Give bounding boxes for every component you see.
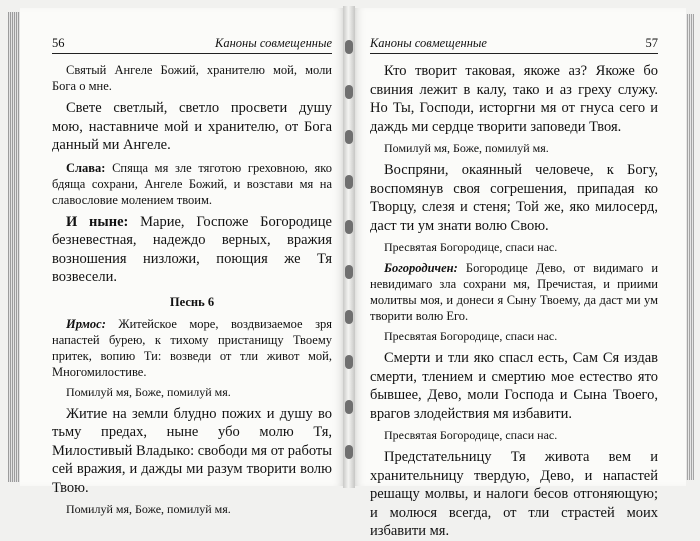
running-title-right: Каноны совмещенные	[370, 36, 487, 50]
verse-paragraph	[370, 62, 658, 136]
refrain: Помилуй мя, Боже, помилуй мя.	[66, 502, 231, 516]
page-number-right: 57	[645, 36, 658, 50]
verse-paragraph	[370, 448, 658, 541]
verse-paragraph	[52, 405, 332, 498]
verse-label: Ирмос:	[66, 316, 106, 331]
refrain: Помилуй мя, Боже, помилуй мя.	[384, 141, 549, 155]
verse-paragraph	[52, 213, 332, 287]
verse-paragraph	[52, 160, 332, 208]
verse-text: Предстательницу Тя живота вем и хранительницу твердую, Дево, и напастей решащу молвы, и налоги бесов отгоняющую; и молюся всегда, от тли страстей моих избавити мя.	[370, 449, 658, 539]
left-page	[20, 8, 346, 516]
verse-paragraph	[370, 260, 658, 324]
refrain: Пресвятая Богородице, спаси нас.	[384, 329, 558, 343]
verse-paragraph	[52, 62, 332, 94]
right-running-head	[370, 36, 658, 54]
right-page-body	[370, 62, 658, 541]
verse-text: Кто творит таковая, якоже аз? Якоже бо свиния лежит в калу, тако и аз греху служу. Но Ты, Господи, исторгни мя от гнуса сего и даждь ми сердце творити заповеди Твоя.	[370, 63, 658, 135]
running-title-left: Каноны совмещенные	[215, 36, 332, 50]
verse-label: И ныне:	[66, 213, 129, 230]
verse-text: Смерти и тли яко спасл есть, Сам Ся издав смерти, тлением и смертию мое естество ято бывшее, Дево, моли Господа и Сына Твоего, врагов злодействия мя избавити.	[370, 350, 658, 422]
page-number-left: 56	[52, 36, 65, 50]
verse-text: Марие, Госпоже Богородице безневестная, надеждо верных, вражия возношения низложи, поющия же Тя возвесели.	[52, 213, 332, 285]
verse-text: Богородице Дево, от видимаго и невидимаго зла сохрани мя, Пречистая, и приими молитвы моя, и донеси я Сыну Твоему, да даст ми ум творити волю Его.	[370, 261, 659, 323]
refrain: Помилуй мя, Боже, помилуй мя.	[66, 384, 231, 399]
left-running-head	[52, 36, 332, 54]
verse-label: Слава:	[66, 160, 106, 175]
refrain: Пресвятая Богородице, спаси нас.	[384, 428, 558, 442]
verse-paragraph	[370, 161, 658, 235]
verse-text: Житие на земли блудно пожих и душу во тьму предах, ныне убо молю Тя, Милостивый Владыко: свободи мя от работы сей вражия, и дажды ми разум творити волю Твою.	[52, 405, 332, 496]
right-page	[352, 8, 686, 539]
verse-text: Житейское море, воздвизаемое зря напастей бурею, к тихому пристанищу Твоему притек, вопию Ти: возведи от тли живот мой, Многомилостиве.	[52, 316, 333, 379]
verse-text: Свете светлый, светло просвети душу мою, наставниче мой и хранителю, от Бога данный ми Ангеле.	[52, 100, 332, 153]
section-heading: Песнь 6	[169, 294, 215, 309]
verse-text: Спяща мя зле тяготою греховною, яко бдяща сохрани, Ангеле Божий, и возстави мя на славословие молением твоим.	[52, 160, 332, 207]
refrain: Пресвятая Богородице, спаси нас.	[384, 240, 558, 254]
verse-text: Святый Ангеле Божий, хранителю мой, моли Бога о мне.	[52, 63, 332, 93]
verse-paragraph	[370, 349, 658, 423]
left-page-body	[52, 62, 332, 517]
verse-text: Воспряни, окаянный человече, к Богу, воспомянув своя согрешения, припадая ко Творцу, слезя и стеня; Той же, яко милосерд, даст ти ум знати волю Свою.	[370, 162, 658, 234]
binding-holes	[344, 40, 354, 490]
verse-paragraph	[52, 316, 332, 380]
verse-label: Богородичен:	[384, 261, 458, 275]
verse-paragraph	[52, 99, 332, 155]
